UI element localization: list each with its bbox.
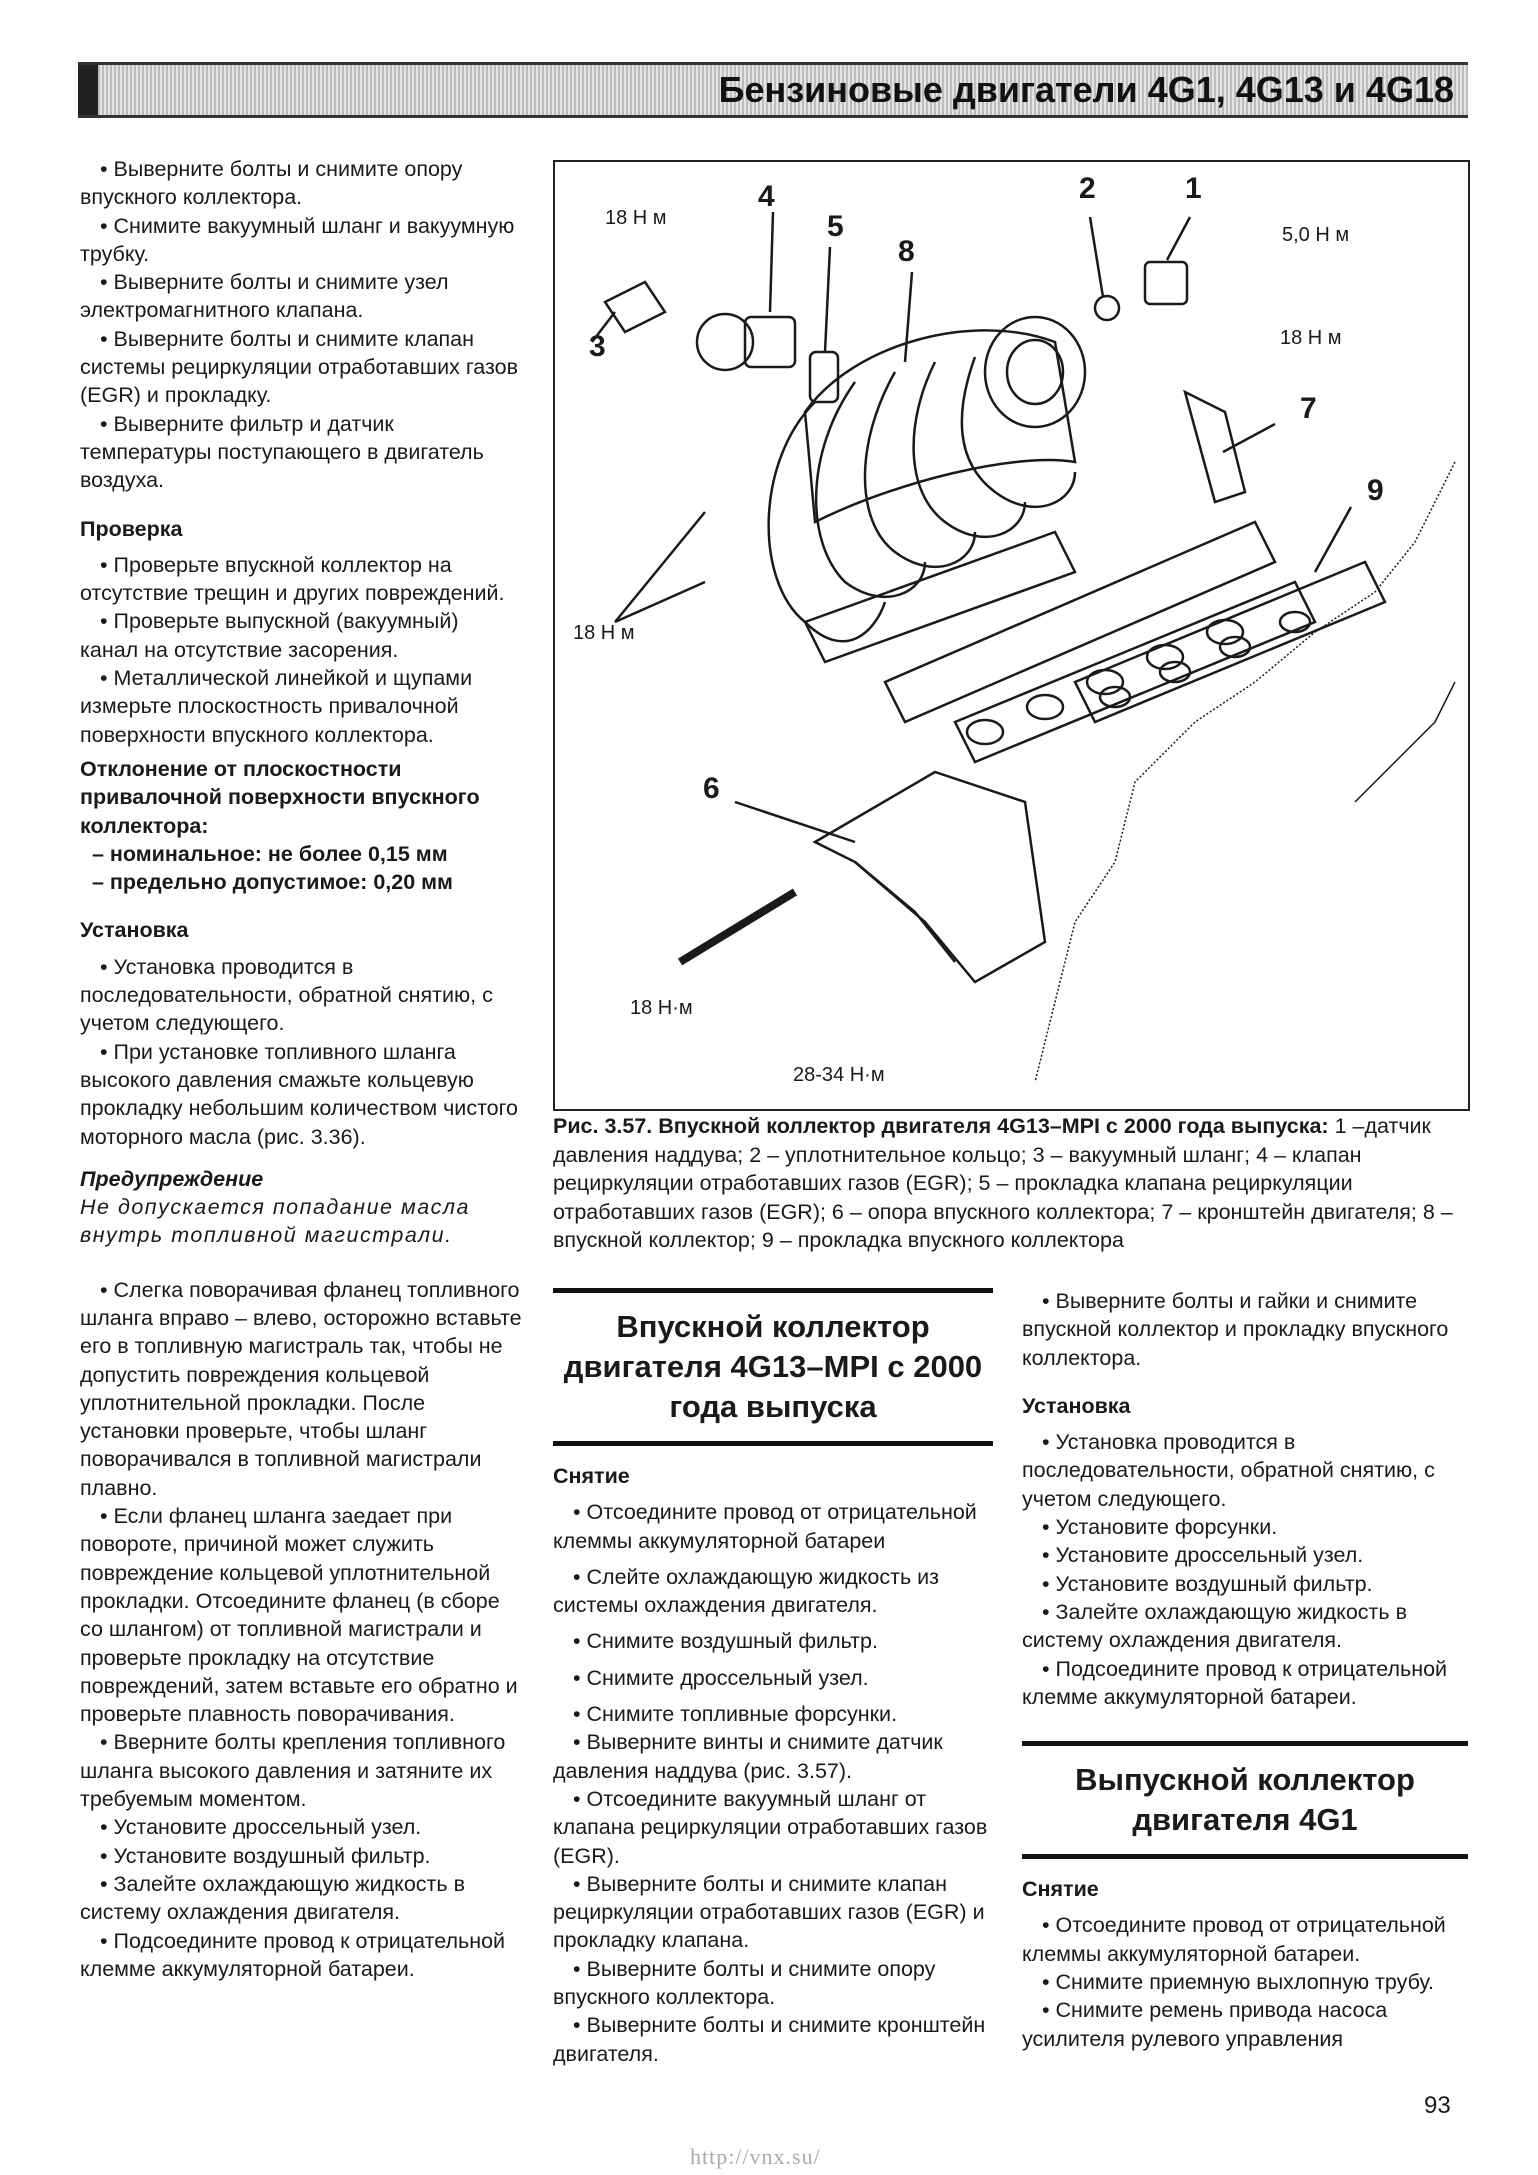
- bullet: • Выверните болты и снимите клапан рециркуляции отработавших газов (EGR) и прокладку клапана.: [553, 1871, 985, 1953]
- torque-label: 18 Н·м: [630, 997, 693, 1019]
- deviation-nominal: – номинальное: не более 0,15 мм: [92, 841, 448, 866]
- bullet: • Отсоедините провод от отрицательной клеммы аккумуляторной батареи.: [1022, 1913, 1446, 1966]
- torque-label: 28-34 Н·м: [793, 1064, 885, 1086]
- figure-caption-label: Рис. 3.57. Впускной коллектор двигателя 4G13–MPI с 2000 года выпуска:: [553, 1114, 1329, 1138]
- figure-caption: [553, 1112, 1468, 1255]
- bullet: • Установка проводится в последовательности, обратной снятию, с учетом следующего.: [80, 954, 493, 1036]
- callout-9: 9: [1367, 474, 1384, 507]
- bullet: • Снимите ремень привода насоса усилителя рулевого управления: [1022, 1998, 1388, 2051]
- figure-caption-text: 1 –датчик давления наддува; 2 – уплотнительное кольцо; 3 – вакуумный шланг; 4 – клапан рециркуляции отработавших газов (EGR); 5 – прокладка клапана рециркуляции отработавших газов (EGR); 6 – опора впускного коллектора; 7 – кронштейн двигателя; 8 – впускной коллектор; 9 – прокладка впускного коллектора: [553, 1114, 1453, 1252]
- install-heading: Установка: [1022, 1393, 1131, 1418]
- bullet: • Подсоедините провод к отрицательной клемме аккумуляторной батареи.: [1022, 1656, 1448, 1709]
- bullet: • Проверьте впускной коллектор на отсутствие трещин и других повреждений.: [80, 552, 505, 606]
- bullet: • Установите дроссельный узел.: [100, 1815, 422, 1840]
- bullet: • Снимите дроссельный узел.: [573, 1665, 869, 1690]
- footer-url: http://vnx.su/: [690, 2144, 821, 2169]
- bullet: • Выверните болты и снимите опору впускного коллектора.: [553, 1956, 936, 2010]
- bullet: • Выверните болты и снимите узел электромагнитного клапана.: [80, 270, 449, 323]
- section-title-intake: Впускной коллектор двигателя 4G13–MPI с 2000 года выпуска: [553, 1288, 993, 1446]
- bullet: • Выверните винты и снимите датчик давления наддува (рис. 3.57).: [553, 1730, 943, 1783]
- figure-intake-manifold: [553, 160, 1470, 1111]
- bullet: • Выверните болты и гайки и снимите впускной коллектор и прокладку впускного коллектора.: [1022, 1289, 1449, 1370]
- removal-heading: Снятие: [1022, 1877, 1099, 1902]
- removal-heading: Снятие: [553, 1464, 630, 1488]
- callout-5: 5: [827, 210, 844, 243]
- callout-2: 2: [1079, 172, 1096, 205]
- torque-label: 18 Н м: [605, 207, 667, 229]
- bullet: • Установка проводится в последовательности, обратной снятию, с учетом следующего.: [1022, 1430, 1435, 1511]
- running-header: [78, 62, 1468, 118]
- right-column: [1022, 1287, 1468, 2053]
- bullet: • Отсоедините вакуумный шланг от клапана рециркуляции отработавших газов (EGR).: [553, 1786, 988, 1868]
- manifold-diagram: [555, 162, 1468, 1109]
- bullet: • Металлической линейкой и щупами измерьте плоскостность привалочной поверхности впускного коллектора.: [80, 666, 473, 747]
- bullet: • Если фланец шланга заедает при повороте, причиной может служить повреждение кольцевой уплотнительной прокладки. Отсоедините фланец (в сборе со шлангом) от топливной магистрали и проверьте прокладку на отсутствие повреждений, затем вставьте его обратно и проверьте плавность поворачивания.: [80, 1504, 518, 1727]
- bullet: • Вверните болты крепления топливного шланга высокого давления и затяните их требуемым моментом.: [80, 1730, 506, 1812]
- callout-6: 6: [703, 772, 720, 805]
- bullet: • Выверните болты и снимите опору впускного коллектора.: [80, 157, 463, 210]
- warning-text: Не допускается попадание масла внутрь топливной магистрали.: [80, 1195, 470, 1248]
- bullet: • Установите воздушный фильтр.: [100, 1843, 431, 1868]
- bullet: • Выверните болты и снимите кронштейн двигателя.: [553, 2013, 986, 2066]
- bullet: • Установите дроссельный узел.: [1042, 1543, 1364, 1568]
- bullet: • Подсоедините провод к отрицательной клемме аккумуляторной батареи.: [80, 1928, 506, 1981]
- deviation-max: – предельно допустимое: 0,20 мм: [92, 870, 453, 895]
- callout-4: 4: [758, 180, 775, 213]
- torque-label: 5,0 Н м: [1282, 224, 1350, 246]
- callout-3: 3: [589, 330, 606, 363]
- bullet: • Снимите топливные форсунки.: [573, 1702, 898, 1727]
- left-column: [80, 155, 522, 1983]
- bullet: • Выверните болты и снимите клапан системы рециркуляции отработавших газов (EGR) и прокладку.: [80, 326, 518, 408]
- header-marker: [78, 65, 98, 115]
- bullet: • Проверьте выпускной (вакуумный) канал на отсутствие засорения.: [80, 609, 459, 662]
- install-heading: Установка: [80, 918, 189, 943]
- torque-label: 18 Н м: [1280, 327, 1342, 349]
- bullet: • Выверните фильтр и датчик температуры поступающего в двигатель воздуха.: [80, 411, 484, 493]
- callout-8: 8: [898, 235, 915, 268]
- page-number: 93: [1424, 2092, 1451, 2119]
- middle-column: [553, 1278, 993, 2068]
- warning-heading: Предупреждение: [80, 1166, 264, 1191]
- section-title-exhaust: Выпускной коллектор двигателя 4G1: [1022, 1741, 1468, 1859]
- bullet: • Залейте охлаждающую жидкость в систему охлаждения двигателя.: [1022, 1599, 1407, 1653]
- callout-1: 1: [1185, 172, 1202, 205]
- bullet: • При установке топливного шланга высокого давления смажьте кольцевую прокладку небольшим количеством чистого моторного масла (рис. 3.36).: [80, 1039, 518, 1149]
- bullet: • Слейте охлаждающую жидкость из системы охлаждения двигателя.: [553, 1564, 940, 1618]
- header-title: Бензиновые двигатели 4G1, 4G13 и 4G18: [718, 69, 1454, 110]
- bullet: • Отсоедините провод от отрицательной клеммы аккумуляторной батареи: [553, 1500, 977, 1553]
- bullet: • Установите воздушный фильтр.: [1042, 1571, 1373, 1596]
- bullet: • Слегка поворачивая фланец топливного шланга вправо – влево, осторожно вставьте его в топливную магистраль так, чтобы не допустить повреждения кольцевой уплотнительной прокладки. После установки проверьте, чтобы шланг поворачивался в топливной магистрали плавно.: [80, 1277, 522, 1500]
- bullet: • Снимите вакуумный шланг и вакуумную трубку.: [80, 213, 515, 266]
- deviation-label: Отклонение от плоскостности привалочной поверхности впускного коллектора:: [80, 756, 480, 838]
- bullet: • Снимите воздушный фильтр.: [573, 1629, 878, 1654]
- bullet: • Залейте охлаждающую жидкость в систему охлаждения двигателя.: [80, 1871, 465, 1925]
- torque-label: 18 Н м: [573, 622, 635, 644]
- bullet: • Установите форсунки.: [1042, 1515, 1278, 1540]
- check-heading: Проверка: [80, 516, 183, 541]
- bullet: • Снимите приемную выхлопную трубу.: [1042, 1970, 1435, 1995]
- callout-7: 7: [1300, 392, 1317, 425]
